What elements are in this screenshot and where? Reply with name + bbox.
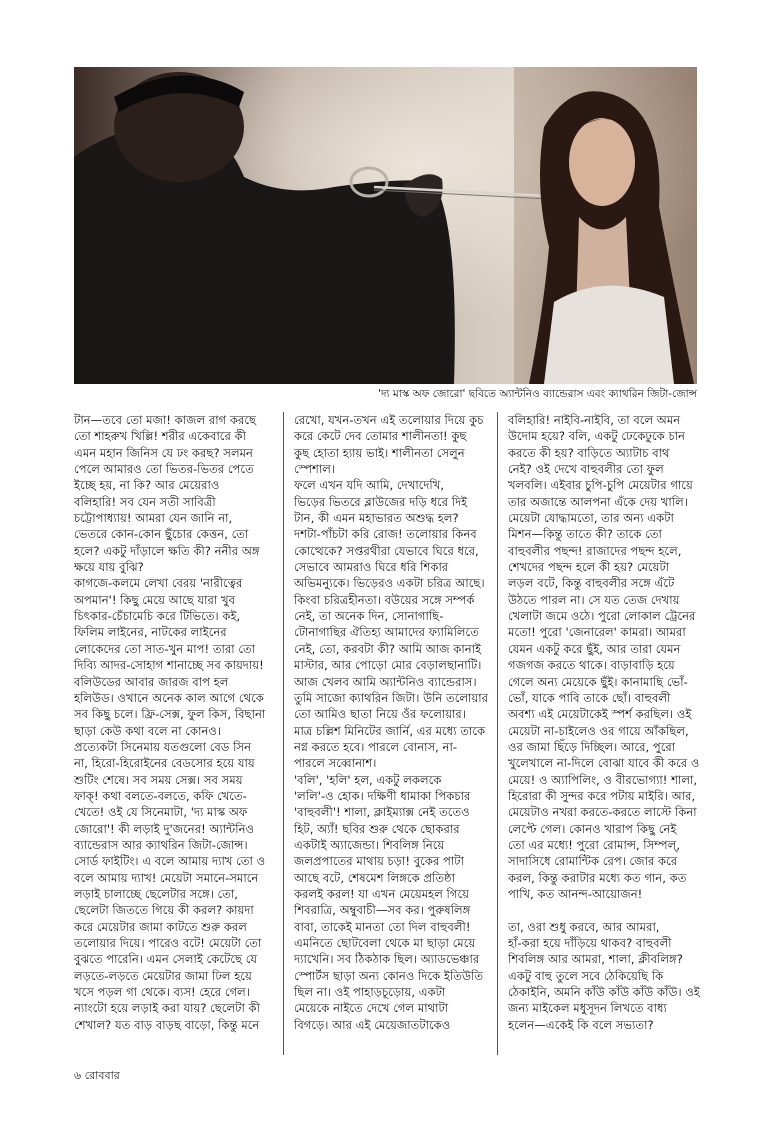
text-line: দশটা-পাঁচটা করি রোজ! তলোয়ার কিনব xyxy=(294,527,477,542)
text-line: বলিহারি! নাইবি-নাইবি, তা বলে অমন xyxy=(508,413,681,427)
text-line: আছে বটে, শেষমেশ লিঙ্গকে প্রতিষ্ঠা xyxy=(294,870,455,885)
text-line: মেয়েটা যোদ্ধামতো, তার অন্য একটা xyxy=(508,511,674,526)
text-line: শেখাল? যত বাড় বাড়ছ বাড়ো, কিন্তু মনে xyxy=(74,1017,260,1032)
text-line: বাবা, তাকেই মানতা তো দিল বাহুবলী! xyxy=(294,919,471,934)
text-line: ফাক্! কথা বলতে-বলতে, কফি খেতে- xyxy=(74,788,247,803)
text-line: ভোঁ, যাকে পাবি তাকে ছোঁ। বাহুবলী xyxy=(508,690,671,705)
text-line: জোরো'! কী লড়াই দু'জনের! অ্যান্টনিও xyxy=(74,821,255,836)
text-line: দ্যাখেনি। সব ঠিকঠাক ছিল। অ্যাডভেঞ্চার xyxy=(294,952,480,967)
text-line: করলই করল! যা এখন মেয়েমহল গিয়ে xyxy=(294,886,469,901)
article-column-1 xyxy=(74,412,274,1033)
text-line: করল, কিন্তু করাটার মধ্যে কত গান, কত xyxy=(508,870,687,885)
page-folio: ৬ রোববার xyxy=(74,1069,120,1082)
text-line: মতো! পুরো 'জেনারেল' কামরা। আমরা xyxy=(508,625,686,640)
text-line: ছাড়া কেউ কথা বলে না কোনও। xyxy=(74,723,222,738)
text-line: বলে আমায় দ্যাখ! মেয়েটা সমানে-সমানে xyxy=(74,870,259,885)
text-line: বাহুবলীর পছন্দ! রাজাদের পছন্দ হলে, xyxy=(508,543,682,558)
text-line: এমনিতে ছোটবেলা থেকে মা ছাড়া মেয়ে xyxy=(294,936,476,950)
photo-icon xyxy=(74,67,697,384)
text-line: মেয়েকে নাইতে দেখে গেল মাথাটা xyxy=(294,1001,449,1016)
text-line: ঠেকাইনি, অমনি কাঁউ কাঁউ কাঁউ কাঁউ। ওই xyxy=(508,985,700,1000)
photo-caption: 'দ্য মাস্ক অফ জোরো' ছবিতে অ্যান্টনিও ব্যান্ডেরাস এবং ক্যাথরিন জিটা-জোন্স xyxy=(378,388,697,400)
text-line: লড়ল বটে, কিন্তু বাহুবলীর সঙ্গে এঁটে xyxy=(508,576,675,591)
text-line: টান, কী এমন মহাভারত অশুদ্ধ হল? xyxy=(294,511,459,526)
text-line: হলেন—একেই কি বলে সভ্যতা? xyxy=(508,1017,654,1032)
text-line: লেপ্টে গেল। কোনও খারাপ কিছু নেই xyxy=(508,821,677,836)
text-line: তা, ওরা শুধু করবে, আর আমরা, xyxy=(508,919,660,934)
text-line: মেয়েটা না-চাইলেও ওর গায়ে আঁকছিল, xyxy=(508,723,689,738)
text-line: তলোয়ার দিয়ে। পারেও বটে! মেয়েটা তো xyxy=(74,936,262,950)
text-line: পারলে সব্বোনাশ। xyxy=(294,756,377,771)
text-line: হলিউড। ওখানে অনেক কাল আগে থেকে xyxy=(74,690,264,705)
text-line: হিরোরা কী সুন্দর করে পটায় মাইরি। আর, xyxy=(508,788,696,803)
text-line: টান—তবে তো মজা! কাজল রাগ করছে xyxy=(74,413,257,427)
text-line: খেলাটা জমে ওঠে। পুরো লোকাল ট্রেনের xyxy=(508,609,696,624)
text-line: খসে পড়ল গা থেকে। ব্যস! হেরে গেল। xyxy=(74,985,250,1000)
text-line: ভিড়ের ভিতরে ব্লাউজের দড়ি ধরে দিই xyxy=(294,494,468,509)
text-line: একটাই অ্যাজেন্ডা। শিবলিঙ্গ নিয়ে xyxy=(294,837,445,852)
text-line: 'বলি', 'হলি' হল, একটু লকলকে xyxy=(294,772,442,787)
text-line xyxy=(508,902,704,918)
text-line: খলবলি। এইবার চুপি-চুপি মেয়েটার গায়ে xyxy=(508,478,693,493)
text-line: তো আমিও ছাতা নিয়ে ওঁর ফলোয়ার। xyxy=(294,707,466,722)
text-line: বলিউডের আবার জারজ বাপ হল xyxy=(74,674,229,689)
text-line: কোত্থেকে? সপ্তরথীরা যেভাবে ঘিরে ধরে, xyxy=(294,543,479,558)
text-line: ছেলেটা জিততে গিয়ে কী করল? কায়দা xyxy=(74,903,254,918)
film-still-photo xyxy=(74,67,697,384)
text-line: সব কিছু চলে। ফ্রি-সেক্স, ফুল কিস, বিছানা xyxy=(74,707,266,722)
text-line: ছিল না। ওই পাহাড়চূড়োয়, একটা xyxy=(294,985,446,1000)
text-line: পেলে আমারও তো ভিতর-ভিতর পেতে xyxy=(74,462,254,477)
text-line: প্রত্যেকটা সিনেমায় যতগুলো বেড সিন xyxy=(74,739,251,754)
text-line: অপমান'! কিছু মেয়ে আছে যারা খুব xyxy=(74,592,236,607)
text-line: 'ললি'-ও হোক। দক্ষিণী ধামাকা পিকচার xyxy=(294,788,471,803)
text-line: নেই, তা অনেক দিন, সোনাগাছি- xyxy=(294,609,444,624)
text-line: তো শাহরুখ খিল্লি! শরীর একেবারে কী xyxy=(74,429,246,444)
text-line: মাত্র চল্লিশ মিনিটের জার্নি, এর মধ্যে তাকে xyxy=(294,723,486,738)
text-line: গেলে অন্য মেয়েকে ছুঁই। কানামাছি ভোঁ- xyxy=(508,674,688,689)
text-line: ইচ্ছে হয়, না কি? আর মেয়েরাও xyxy=(74,478,220,493)
text-line: অভিমন্যুকে। ভিড়েরও একটা চরিত্র আছে। xyxy=(294,576,485,591)
text-line: শিবলিঙ্গ আর আমরা, শালা, ক্লীবলিঙ্গ? xyxy=(508,952,683,967)
text-line: নেই? ওই দেখে বাহুবলীর তো ফুল xyxy=(508,462,664,477)
text-line: সোর্ড ফাইটিং। এ বলে আমায় দ্যাখ তো ও xyxy=(74,854,266,869)
text-line: করতে কী হয়? বাড়িতে অ্যাটাচ বাথ xyxy=(508,445,670,460)
text-line: শেখদের পছন্দ হলে কী হয়? মেয়েটা xyxy=(508,560,670,575)
text-line: তুমি সাজো ক্যাথরিন জিটা। উনি তলোয়ার xyxy=(294,690,488,705)
text-line: ভেতরে কোন-কোন ছুঁচোর কেত্তন, তো xyxy=(74,527,249,542)
text-line: উঠতে পারল না। সে যত তেজ দেখায় xyxy=(508,592,680,607)
text-line: হলে? একটু দাঁড়ালে ক্ষতি কী? ননীর অঙ্গ xyxy=(74,543,260,558)
text-line: অবশ্য এই মেয়েটাকেই স্পর্শ করছিল। ওই xyxy=(508,707,692,722)
text-line: লোকেদের তো সাত-খুন মাপ! তারা তো xyxy=(74,641,256,656)
text-line: পাখি, কত আনন্দ-আয়োজন! xyxy=(508,886,643,901)
text-line: নেই, তো, করবটা কী? আমি আজ কানাই xyxy=(294,641,482,656)
text-line: তার অজান্তে আলপনা এঁকে দেয় খালি। xyxy=(508,494,688,509)
text-line: রেখো, যখন-তখন এই তলোয়ার দিয়ে কুচ xyxy=(294,413,484,427)
text-line: ক্ষয়ে যায় বুঝি? xyxy=(74,560,144,575)
text-line: বুঝতে পারেনি। এমন সেলাই কেটেছে যে xyxy=(74,952,258,967)
text-line: গজগজ করতে থাকে। বাড়াবাড়ি হয়ে xyxy=(508,658,675,673)
text-line: করে মেয়েটার জামা কাটতে শুরু করল xyxy=(74,919,247,934)
article-column-2 xyxy=(294,412,500,1033)
text-line: স্পোর্টস ছাড়া অন্য কোনও দিকে ইতিউতি xyxy=(294,968,484,983)
text-line: জন্য মাইকেল মধুসূদন লিখতে বাধ্য xyxy=(508,1001,667,1016)
text-line: মেয়েটাও নখরা করতে-করতে লাস্টে কিনা xyxy=(508,805,697,820)
text-line: মাস্টার, আর পোড়ো মোর বেড়ালছানাটি। xyxy=(294,658,482,673)
text-line: কুছ হোতা হ্যায় ভাই। শালীনতা সেলুন xyxy=(294,445,465,460)
text-line: শুটিং শেষে। সব সময় সেক্স। সব সময় xyxy=(74,772,243,787)
text-line: হিট, অ্যাঁ! ছবির শুরু থেকে ছোকরার xyxy=(294,821,460,836)
text-line: দিব্যি আদর-সোহাগ শানাচ্ছে সব কায়দায়! xyxy=(74,658,264,673)
text-line: উদোম হয়ে? বলি, একটু ঢেকেঢুকে চান xyxy=(508,429,685,444)
text-line: খুলেখালে না-দিলে বোঝা যাবে কী করে ও xyxy=(508,756,700,771)
text-line: বিগড়ে। আর এই মেয়েজাতটাকেও xyxy=(294,1017,451,1032)
text-line: ওর জামা ছিঁড়ে দিচ্ছিল। আরে, পুরো xyxy=(508,739,676,754)
text-line: কিংবা চরিত্রহীনতা। বউয়ের সঙ্গে সম্পর্ক xyxy=(294,592,475,607)
text-line: লড়াই চালাচ্ছে ছেলেটার সঙ্গে। তো, xyxy=(74,886,238,901)
text-line: খেতে! ওই যে সিনেমাটা, 'দ্য মাস্ক অফ xyxy=(74,805,248,820)
text-line: লড়তে-লড়তে মেয়েটার জামা ঢিল হয়ে xyxy=(74,968,252,983)
text-line: সাদাসিধে রোমান্টিক রেপ। জোর করে xyxy=(508,854,678,869)
text-line: চিৎকার-চেঁচামেচি করে টিভিতে। কই, xyxy=(74,609,241,624)
text-line: শিবরাত্রি, অম্বুবাচী—সব কর। পুরুষলিঙ্গ xyxy=(294,903,471,918)
text-line: ন্যাংটো হয়ে লড়াই করা যায়? ছেলেটা কী xyxy=(74,1001,260,1016)
text-line: যেমন একটু করে ছুঁই, আর তারা যেমন xyxy=(508,641,681,656)
text-line: আজ খেলব আমি অ্যান্টনিও ব্যান্ডেরাস। xyxy=(294,674,477,689)
column-divider xyxy=(283,412,284,1055)
text-line: স্পেশাল। xyxy=(294,462,336,477)
text-line: নগ্ন করতে হবে। পারলে বোনাস, না- xyxy=(294,739,458,754)
text-line: কাগজে-কলমে লেখা বেরয় 'নারীত্বের xyxy=(74,576,243,591)
column-divider xyxy=(497,412,498,1055)
text-line: জলপ্রপাতের মাথায় চড়া! বুকের পাটা xyxy=(294,854,464,869)
text-line: চট্টোপাধ্যায়! আমরা যেন জানি না, xyxy=(74,511,233,526)
text-line: টোনাগাছির ঐতিহ্য আমাদের ফ্যামিলিতে xyxy=(294,625,479,640)
text-line: মেয়ে! ও অ্যাপিলিং, ও বীরভোগ্যা! শালা, xyxy=(508,772,698,787)
text-line: বলিহারি! সব যেন সতী সাবিত্রী xyxy=(74,494,216,509)
text-line: 'বাহুবলী'! শালা, ক্লাইম্যাক্স নেই ততেও xyxy=(294,805,470,820)
text-line: একটু বাহু তুলে সবে ঠেকিয়েছি কি xyxy=(508,968,664,983)
text-line: ফলে এখন যদি আমি, দেখাদেখি, xyxy=(294,478,445,493)
text-line: এমন মহান জিনিস যে ঢং করছ? সলমন xyxy=(74,445,253,460)
text-line: ব্যান্ডেরাস আর ক্যাথরিন জিটা-জোন্স। xyxy=(74,837,248,852)
text-line: তো এর মধ্যে! পুরো রোমান্স, সিম্পল্, xyxy=(508,837,681,852)
text-line: না, হিরো-হিরোইনের বেডসোর হয়ে যায় xyxy=(74,756,255,771)
text-line: মিশন—কিন্তু তাতে কী? তাকে তো xyxy=(508,527,662,542)
article-column-3 xyxy=(508,412,704,1033)
text-line: ফিলিম লাইনের, নাটকের লাইনের xyxy=(74,625,227,640)
text-line: হাঁ-করা হয়ে দাঁড়িয়ে থাকব? বাহুবলী xyxy=(508,936,672,950)
text-line: সেভাবে আমরাও ঘিরে ধরি শিকার xyxy=(294,560,449,575)
text-line: করে কেটে দেব তোমার শালীনতা! কুছ xyxy=(294,429,467,444)
